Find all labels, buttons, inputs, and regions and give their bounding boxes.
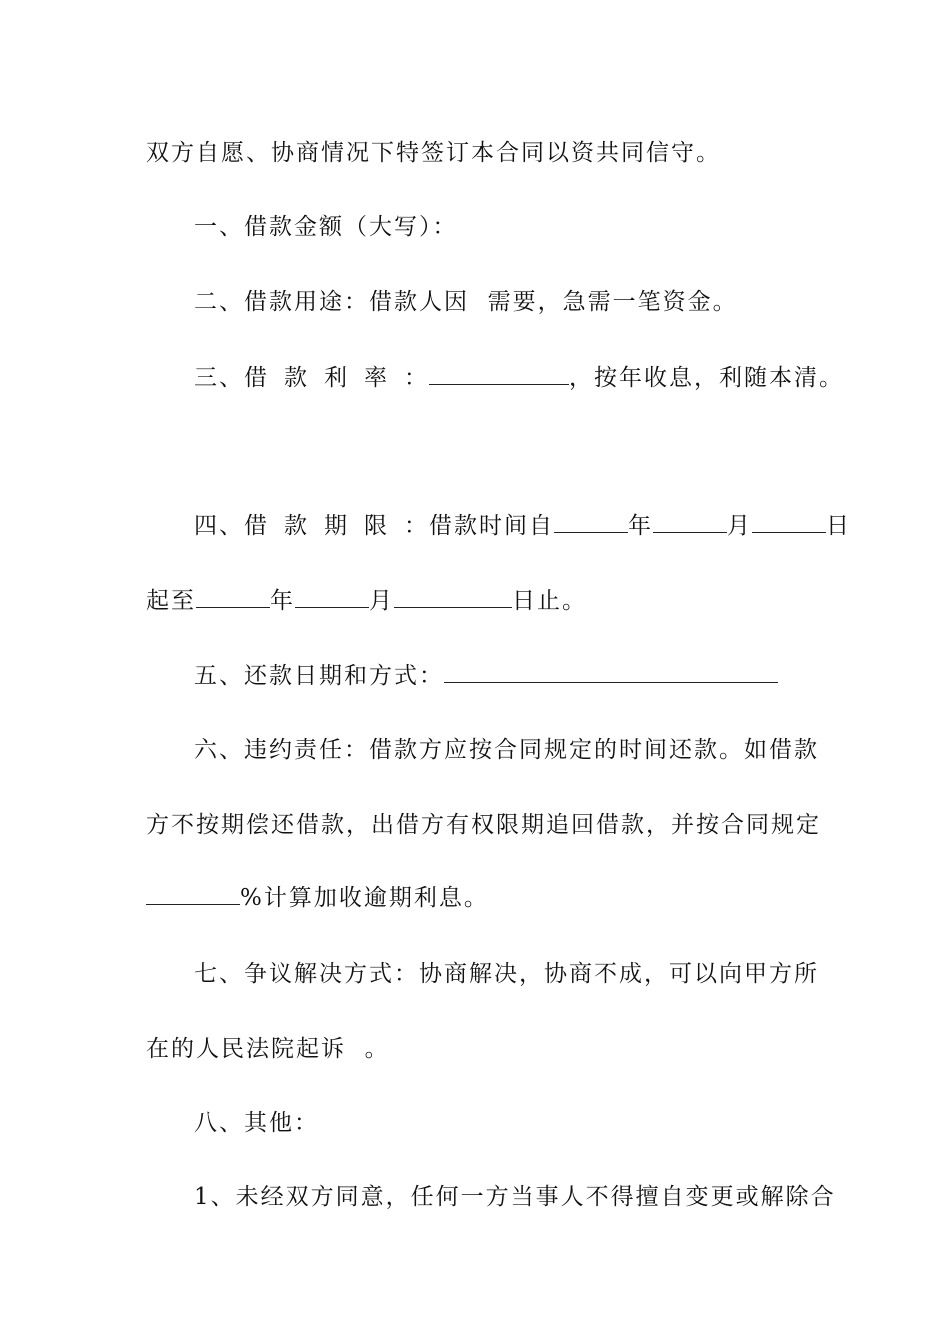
term-end-text: 起至: [146, 588, 196, 614]
end-year-blank: [196, 587, 270, 608]
year-label: 年: [270, 588, 295, 614]
item-loan-amount: 一、借款金额（大写）：: [194, 214, 458, 240]
penalty-text: %计算加收逾期利息。: [240, 885, 489, 911]
item-dispute-line2: 在的人民法院起诉 。: [146, 1036, 390, 1062]
item-number: 四、: [194, 513, 244, 539]
interest-rate-blank: [429, 364, 569, 385]
start-day-blank: [752, 512, 826, 533]
day-label: 日: [826, 513, 851, 539]
colon: ：: [404, 365, 429, 391]
sub-item-1: 1、未经双方同意，任何一方当事人不得擅自变更或解除合: [194, 1184, 836, 1210]
item-liability-line2: 方不按期偿还借款，出借方有权限期追回借款，并按合同规定: [146, 812, 821, 838]
item-other: 八、其他：: [194, 1110, 319, 1136]
item-repayment: [194, 660, 778, 692]
item-liability-line1: 六、违约责任：借款方应按合同规定的时间还款。如借款: [194, 737, 819, 763]
start-month-blank: [653, 512, 727, 533]
item-loan-term-line1: [194, 510, 851, 542]
intro-line: 双方自愿、协商情况下特签订本合同以资共同信守。: [146, 140, 721, 166]
item-dispute-line1: 七、争议解决方式：协商解决，协商不成，可以向甲方所: [194, 961, 819, 987]
end-day-blank: [394, 587, 512, 608]
item-label: 借款利率: [244, 365, 404, 391]
interest-rate-suffix: ，按年收息，利随本清。: [569, 365, 844, 391]
item-interest-rate: [194, 362, 844, 394]
penalty-rate-blank: [146, 884, 240, 905]
repayment-label: 五、还款日期和方式：: [194, 663, 444, 689]
month-label: 月: [727, 513, 752, 539]
item-number: 三、: [194, 365, 244, 391]
item-liability-line3: [146, 882, 489, 914]
end-month-blank: [295, 587, 369, 608]
repayment-blank: [444, 662, 778, 683]
term-start-text: ：借款时间自: [404, 513, 554, 539]
month-label: 月: [369, 588, 394, 614]
item-loan-purpose: 二、借款用途：借款人因 需要，急需一笔资金。: [194, 289, 738, 315]
item-label: 借款期限: [244, 513, 404, 539]
item-loan-term-line2: [146, 585, 587, 617]
term-end-suffix: 日止。: [512, 588, 587, 614]
year-label: 年: [628, 513, 653, 539]
start-year-blank: [554, 512, 628, 533]
